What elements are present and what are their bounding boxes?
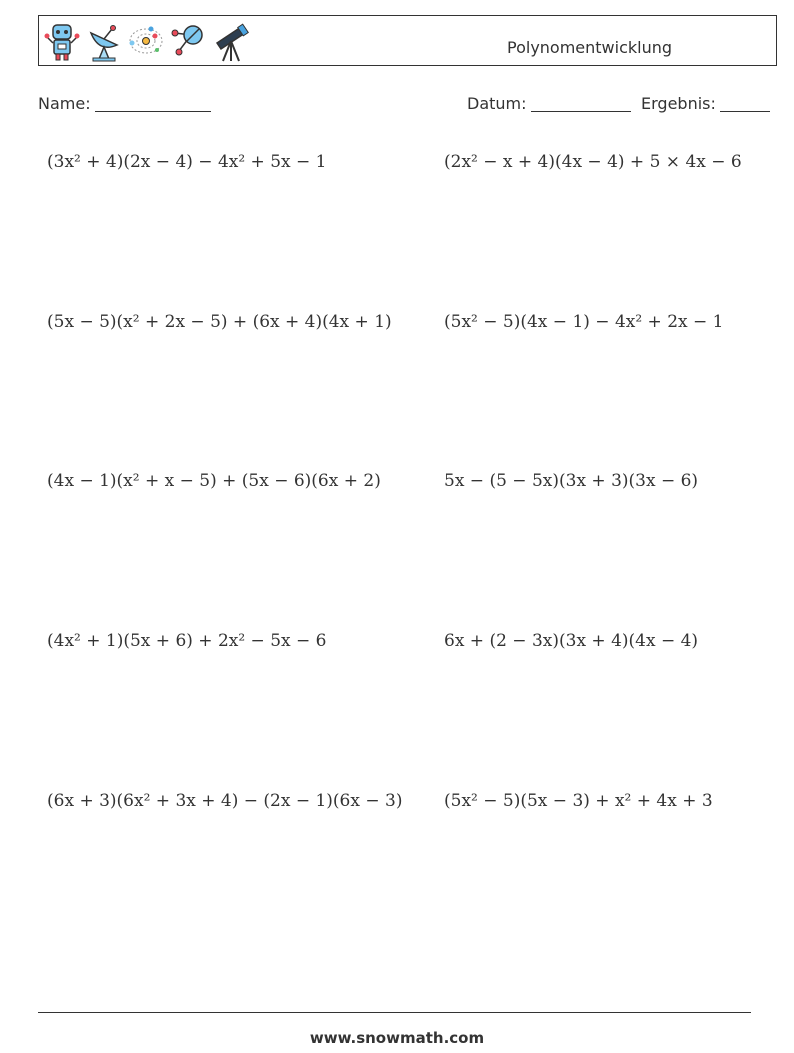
robot-icon xyxy=(43,19,81,63)
date-blank[interactable] xyxy=(531,95,631,112)
footer-website[interactable]: www.snowmath.com xyxy=(309,1029,485,1047)
name-blank[interactable] xyxy=(95,95,211,112)
solar-system-icon xyxy=(127,19,165,63)
molecule-icon xyxy=(169,19,207,63)
date-label: Datum: xyxy=(467,94,527,113)
name-field[interactable] xyxy=(38,94,211,113)
problem-3: (5x − 5)(x² + 2x − 5) + (6x + 4)(4x + 1) xyxy=(47,312,392,332)
problem-10: (5x² − 5)(5x − 3) + x² + 4x + 3 xyxy=(444,791,713,811)
satellite-dish-icon xyxy=(85,19,123,63)
problem-9: (6x + 3)(6x² + 3x + 4) − (2x − 1)(6x − 3) xyxy=(47,791,403,811)
problem-6: 5x − (5 − 5x)(3x + 3)(3x − 6) xyxy=(444,471,699,491)
footer-divider xyxy=(38,1012,751,1013)
result-field[interactable] xyxy=(641,94,770,113)
problem-8: 6x + (2 − 3x)(3x + 4)(4x − 4) xyxy=(444,631,699,651)
result-label: Ergebnis: xyxy=(641,94,716,113)
result-blank[interactable] xyxy=(720,95,770,112)
header-box xyxy=(38,15,777,66)
problem-7: (4x² + 1)(5x + 6) + 2x² − 5x − 6 xyxy=(47,631,327,651)
date-field[interactable] xyxy=(467,94,631,113)
problem-2: (2x² − x + 4)(4x − 4) + 5 × 4x − 6 xyxy=(444,152,742,172)
telescope-icon xyxy=(211,19,249,63)
name-label: Name: xyxy=(38,94,91,113)
problem-1: (3x² + 4)(2x − 4) − 4x² + 5x − 1 xyxy=(47,152,327,172)
problem-5: (4x − 1)(x² + x − 5) + (5x − 6)(6x + 2) xyxy=(47,471,381,491)
header-icons xyxy=(43,19,249,63)
problem-4: (5x² − 5)(4x − 1) − 4x² + 2x − 1 xyxy=(444,312,724,332)
worksheet-title: Polynomentwicklung xyxy=(507,38,673,57)
